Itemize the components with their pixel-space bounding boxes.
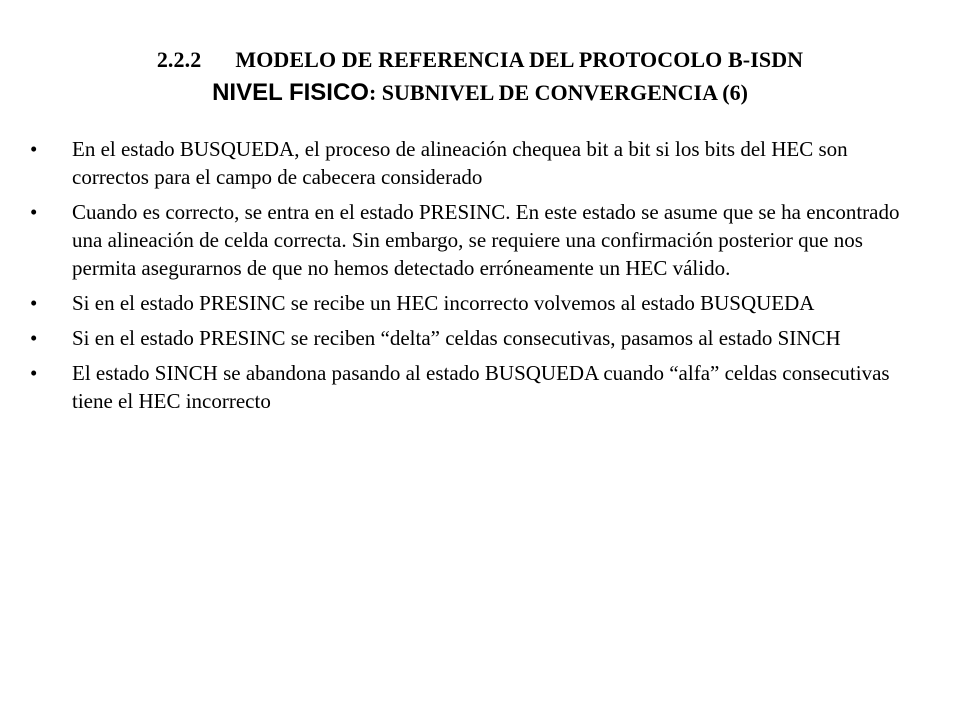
bullet-text: El estado SINCH se abandona pasando al estado BUSQUEDA cuando “alfa” celdas consecutivas tiene el HEC incorrecto — [72, 361, 890, 413]
section-number: 2.2.2 — [156, 47, 202, 72]
bullet-icon: • — [30, 291, 38, 315]
title-line-2 — [40, 76, 920, 110]
bullet-icon: • — [30, 137, 38, 161]
list-item — [30, 135, 910, 191]
bullet-icon: • — [30, 326, 38, 350]
bullet-text: Si en el estado PRESINC se reciben “delta” celdas consecutivas, pasamos al estado SINCH — [72, 326, 841, 350]
title-subheading-level: NIVEL FISICO — [212, 79, 369, 106]
title-main-text: MODELO DE REFERENCIA DEL PROTOCOLO B-ISDN — [235, 47, 804, 72]
bullet-text: Si en el estado PRESINC se recibe un HEC incorrecto volvemos al estado BUSQUEDA — [72, 291, 815, 315]
list-item — [30, 324, 910, 352]
bullet-icon: • — [30, 361, 38, 385]
bullet-icon: • — [30, 200, 38, 224]
list-item — [30, 198, 910, 282]
slide-title — [40, 44, 920, 110]
bullet-text: En el estado BUSQUEDA, el proceso de alineación chequea bit a bit si los bits del HEC son correctos para el campo de cabecera considerado — [72, 137, 848, 189]
bullet-list — [30, 135, 910, 422]
title-line-1 — [40, 44, 920, 76]
bullet-text: Cuando es correcto, se entra en el estado PRESINC. En este estado se asume que se ha encontrado una alineación de celda correcta. Sin embargo, se requiere una confirmación posterior que nos permita asegurarnos de que no hemos detectado erróneamente un HEC válido. — [72, 200, 900, 280]
title-subheading-rest: : SUBNIVEL DE CONVERGENCIA (6) — [368, 80, 748, 105]
list-item — [30, 359, 910, 415]
list-item — [30, 289, 910, 317]
